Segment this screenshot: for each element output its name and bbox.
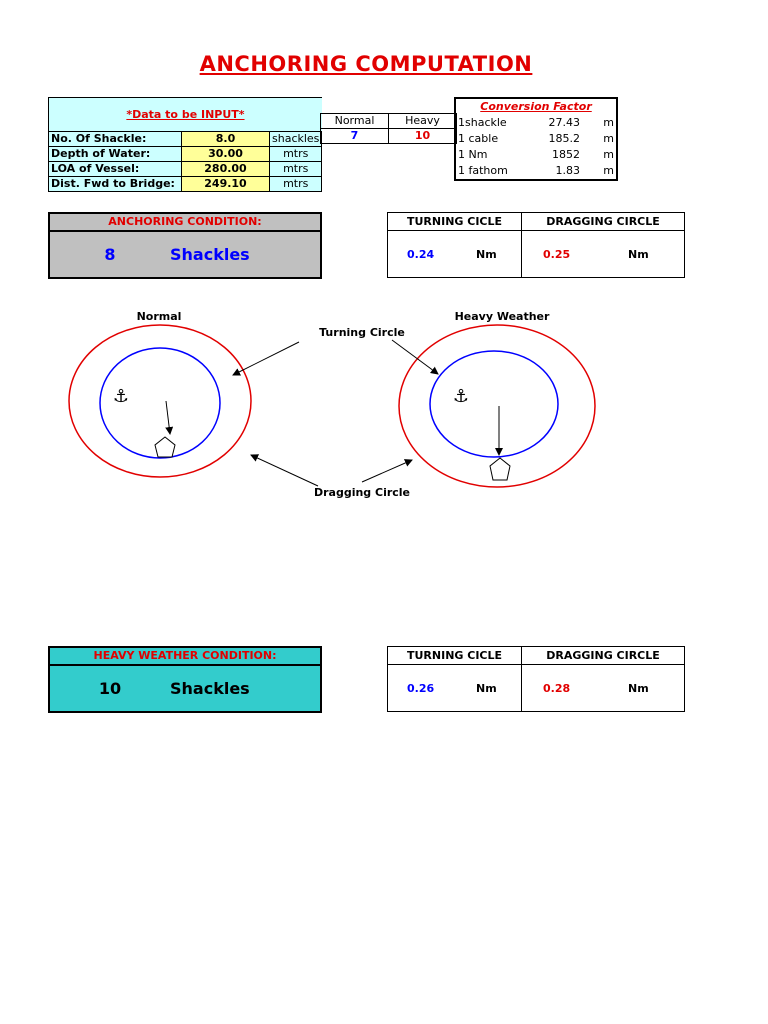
anchoring-circles-box <box>387 212 685 278</box>
input-unit: mtrs <box>270 177 322 192</box>
turning-circle-unit: Nm <box>476 247 497 261</box>
conversion-name: 1 cable <box>458 132 499 145</box>
conversion-value: 1.83 <box>555 164 580 177</box>
input-row-depth <box>49 147 322 162</box>
turning-circle-header: TURNING CICLE <box>388 213 522 230</box>
conversion-unit: m <box>603 148 614 161</box>
conversion-value: 1852 <box>552 148 580 161</box>
anchoring-diagram <box>0 300 768 510</box>
conversion-unit: m <box>603 132 614 145</box>
heavy-weather-label: Heavy Weather <box>454 310 550 323</box>
anchor-icon: ⚓ <box>112 386 130 407</box>
conversion-row <box>455 131 617 147</box>
dragging-circle-header: DRAGGING CIRCLE <box>546 215 660 228</box>
input-unit: mtrs <box>270 147 322 162</box>
input-label: Depth of Water: <box>49 147 182 162</box>
input-label: LOA of Vessel: <box>49 162 182 177</box>
conversion-row <box>455 163 617 180</box>
loa-input[interactable]: 280.00 <box>182 162 270 177</box>
conversion-value: 27.43 <box>548 116 580 129</box>
bridge-distance-input[interactable]: 249.10 <box>182 177 270 192</box>
ship-icon <box>490 458 510 480</box>
depth-input[interactable]: 30.00 <box>182 147 270 162</box>
conversion-row <box>455 147 617 163</box>
dragging-circle-unit: Nm <box>628 247 649 261</box>
heavy-shackle-value: 10 <box>389 129 457 144</box>
normal-col-label: Normal <box>321 114 389 129</box>
turning-circle-value: 0.24 <box>407 247 435 261</box>
input-unit: shackles <box>270 132 322 147</box>
shackle-input[interactable]: 8.0 <box>182 132 270 147</box>
input-unit: mtrs <box>270 162 322 177</box>
anchoring-shackle-number: 8 <box>104 245 116 264</box>
normal-label: Normal <box>136 310 182 323</box>
heavy-weather-condition-header: HEAVY WEATHER CONDITION: <box>50 648 320 666</box>
input-row-loa <box>49 162 322 177</box>
heavy-turning-circle <box>430 351 558 457</box>
shackle-count-table <box>320 113 457 144</box>
conversion-unit: m <box>603 164 614 177</box>
conversion-header: Conversion Factor <box>480 100 592 113</box>
dragging-circle-unit: Nm <box>628 681 649 695</box>
input-row-bridge <box>49 177 322 192</box>
input-header: *Data to be INPUT* <box>49 98 322 132</box>
anchor-icon: ⚓ <box>452 386 470 407</box>
conversion-name: 1 fathom <box>458 164 508 177</box>
dragging-circle-header: DRAGGING CIRCLE <box>546 649 660 662</box>
dragging-circle-value: 0.25 <box>543 247 571 261</box>
turning-circle-unit: Nm <box>476 681 497 695</box>
heavy-shackle-number: 10 <box>98 679 122 698</box>
heavy-shackle-unit: Shackles <box>170 679 250 698</box>
turning-circle-header: TURNING CICLE <box>388 647 522 664</box>
input-table <box>48 97 322 192</box>
heavy-circles-box <box>387 646 685 712</box>
conversion-table <box>454 97 618 181</box>
dragging-circle-label: Dragging Circle <box>313 486 411 499</box>
turning-circle-value: 0.26 <box>407 681 435 695</box>
turning-circle-label: Turning Circle <box>319 326 405 339</box>
anchoring-shackle-unit: Shackles <box>170 245 250 264</box>
normal-shackle-value: 7 <box>321 129 389 144</box>
input-label: Dist. Fwd to Bridge: <box>49 177 182 192</box>
conversion-value: 185.2 <box>548 132 580 145</box>
conversion-name: 1 Nm <box>458 148 488 161</box>
anchoring-condition-box <box>48 212 322 279</box>
conversion-name: 1shackle <box>458 116 507 129</box>
conversion-row <box>455 115 617 131</box>
dragging-circle-value: 0.28 <box>543 681 571 695</box>
page-title: ANCHORING COMPUTATION <box>199 52 533 76</box>
ship-icon <box>155 437 175 457</box>
input-label: No. Of Shackle: <box>49 132 182 147</box>
conversion-unit: m <box>603 116 614 129</box>
heavy-col-label: Heavy <box>389 114 457 129</box>
input-row-shackle <box>49 132 322 147</box>
heavy-weather-condition-box <box>48 646 322 713</box>
anchoring-condition-header: ANCHORING CONDITION: <box>50 214 320 232</box>
